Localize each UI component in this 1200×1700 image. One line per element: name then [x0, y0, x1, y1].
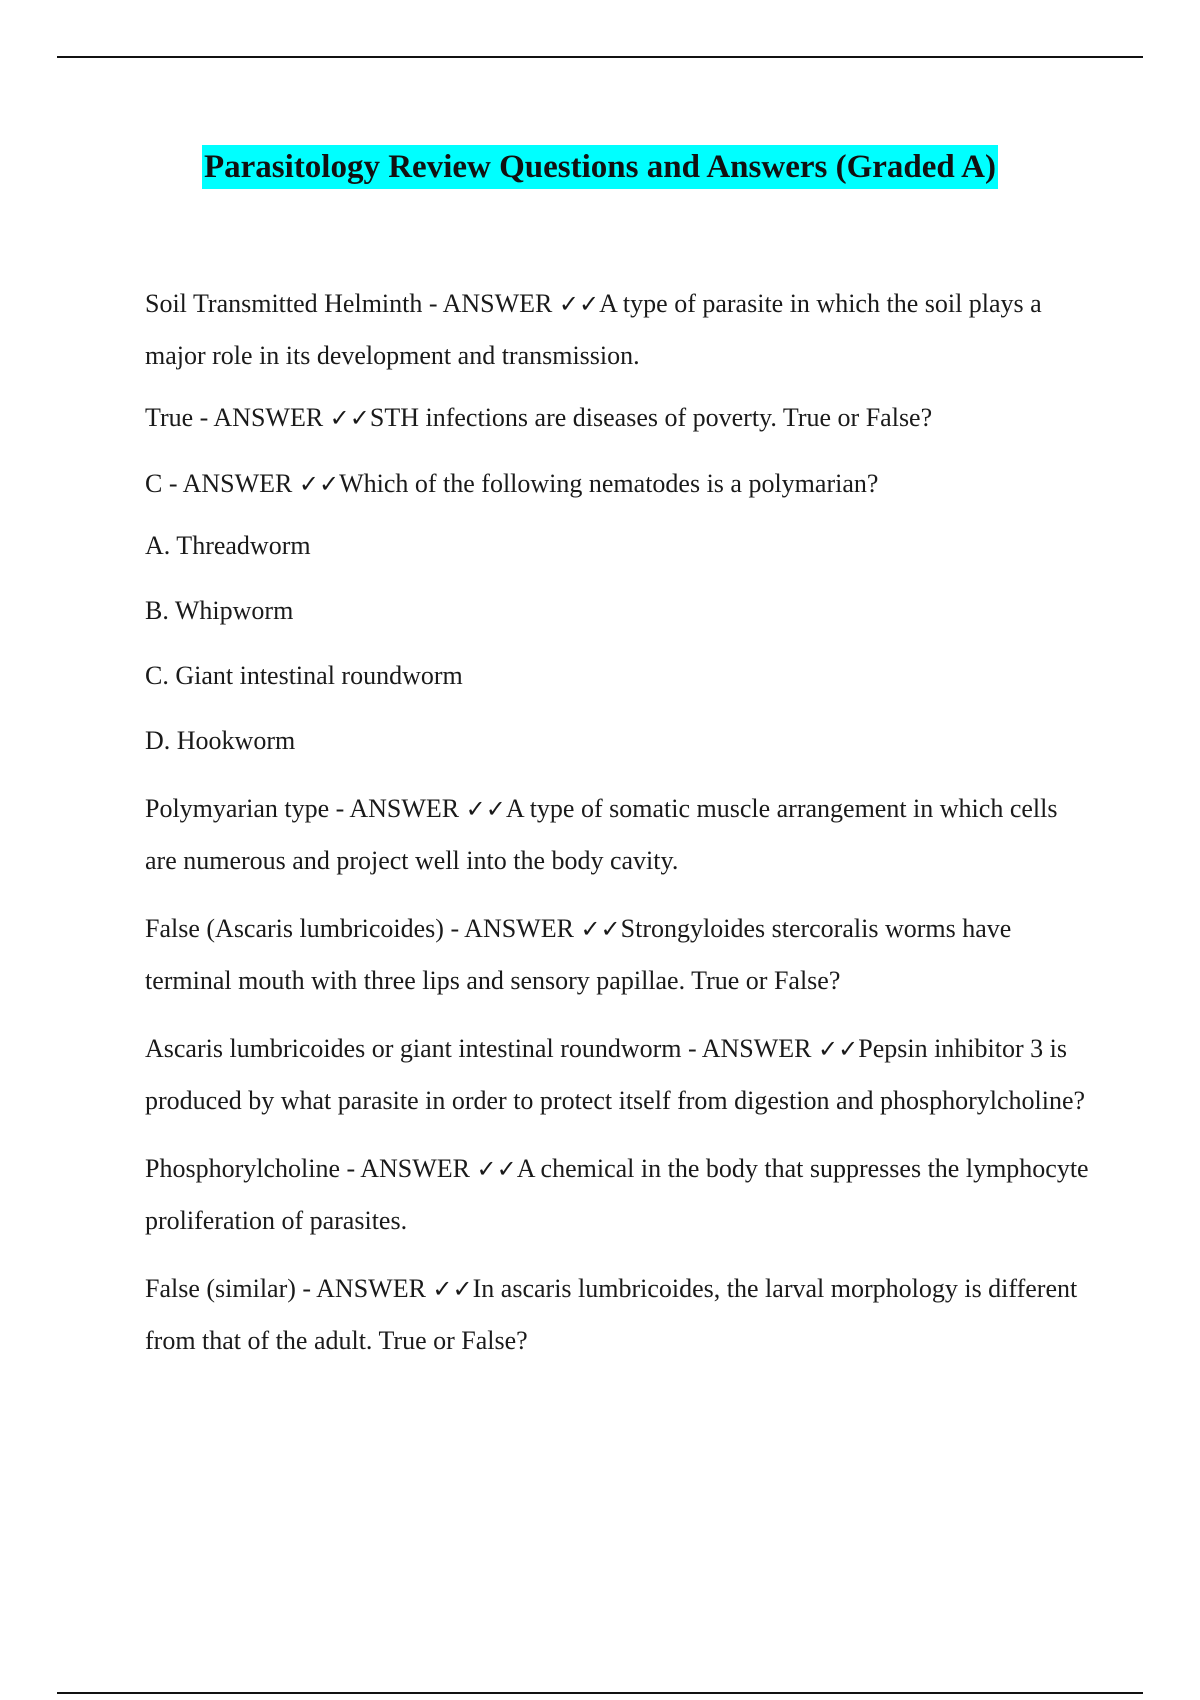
- qa-term: Ascaris lumbricoides or giant intestinal roundworm: [145, 1034, 682, 1063]
- answer-separator: - ANSWER: [681, 1034, 819, 1063]
- qa-text: In ascaris lumbricoides, the larval morphology is different from that of the adult. True or False?: [145, 1274, 1078, 1355]
- qa-item: [145, 458, 1095, 510]
- answer-separator: - ANSWER: [422, 289, 559, 318]
- qa-text: STH infections are diseases of poverty. True or False?: [369, 403, 933, 432]
- check-marks-icon: ✓✓: [298, 470, 340, 498]
- document-title: Parasitology Review Questions and Answers (Graded A): [202, 145, 998, 189]
- answer-separator: - ANSWER: [193, 403, 330, 432]
- option-item: A. Threadworm: [145, 531, 311, 560]
- qa-item: [145, 1263, 1095, 1367]
- check-marks-icon: ✓✓: [818, 1035, 859, 1063]
- qa-item: [145, 783, 1095, 887]
- qa-item: [145, 392, 1095, 444]
- answer-separator: - ANSWER: [443, 914, 581, 943]
- document-body: [145, 278, 1095, 1383]
- qa-term: False (similar): [145, 1274, 296, 1303]
- top-rule: [57, 56, 1143, 58]
- qa-item: [145, 903, 1095, 1007]
- check-marks-icon: ✓✓: [580, 915, 621, 943]
- check-marks-icon: ✓✓: [432, 1275, 473, 1303]
- bottom-rule: [57, 1692, 1143, 1694]
- answer-separator: - ANSWER: [329, 794, 466, 823]
- qa-item: [145, 1023, 1095, 1127]
- title-container: [0, 145, 1200, 189]
- qa-text: A type of parasite in which the soil plays a major role in its development and transmission.: [145, 289, 1042, 370]
- qa-item: [145, 1143, 1095, 1247]
- qa-text: Which of the following nematodes is a polymarian?: [339, 469, 879, 498]
- qa-term: False (Ascaris lumbricoides): [145, 914, 444, 943]
- check-marks-icon: ✓✓: [476, 1155, 517, 1183]
- qa-term: Phosphorylcholine: [145, 1154, 340, 1183]
- option-item: B. Whipworm: [145, 596, 294, 625]
- answer-separator: - ANSWER: [295, 1274, 433, 1303]
- answer-separator: - ANSWER: [162, 469, 299, 498]
- option-item: D. Hookworm: [145, 726, 296, 755]
- check-marks-icon: ✓✓: [465, 795, 506, 823]
- check-marks-icon: ✓✓: [329, 404, 370, 432]
- qa-term: C: [145, 469, 163, 498]
- qa-term: Polymyarian type: [145, 794, 330, 823]
- answer-separator: - ANSWER: [340, 1154, 477, 1183]
- qa-text: Strongyloides stercoralis worms have terminal mouth with three lips and sensory papillae. True or False?: [145, 914, 1012, 995]
- qa-text: A type of somatic muscle arrangement in which cells are numerous and project well into the body cavity.: [145, 794, 1058, 875]
- qa-term: True: [145, 403, 194, 432]
- qa-text: A chemical in the body that suppresses the lymphocyte proliferation of parasites.: [145, 1154, 1089, 1235]
- option-item: C. Giant intestinal roundworm: [145, 661, 463, 690]
- qa-text: Pepsin inhibitor 3 is produced by what parasite in order to protect itself from digestion and phosphorylcholine?: [145, 1034, 1086, 1115]
- qa-item: [145, 278, 1095, 382]
- qa-term: Soil Transmitted Helminth: [145, 289, 423, 318]
- check-marks-icon: ✓✓: [558, 290, 600, 318]
